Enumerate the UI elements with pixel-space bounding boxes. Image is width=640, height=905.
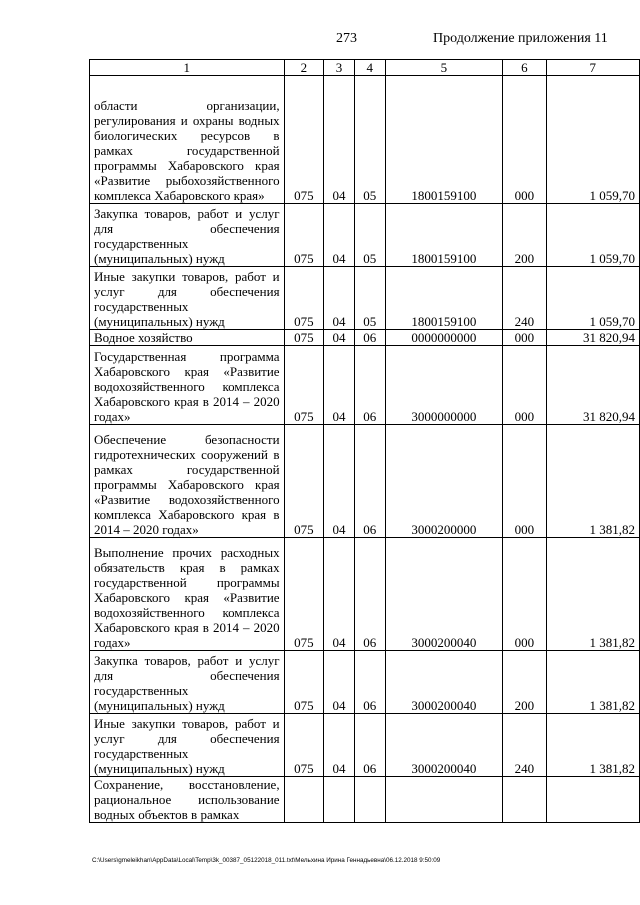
subsection-code: 06 bbox=[354, 651, 385, 714]
ministry-code: 075 bbox=[284, 330, 324, 346]
column-number: 3 bbox=[324, 60, 355, 76]
expense-type-code: 000 bbox=[503, 330, 546, 346]
target-article-code: 3000200040 bbox=[385, 714, 503, 777]
amount: 1 381,82 bbox=[546, 651, 639, 714]
subsection-code bbox=[354, 777, 385, 823]
ministry-code: 075 bbox=[284, 204, 324, 267]
subsection-code: 05 bbox=[354, 204, 385, 267]
amount: 31 820,94 bbox=[546, 330, 639, 346]
amount: 1 381,82 bbox=[546, 714, 639, 777]
target-article-code bbox=[385, 777, 503, 823]
expense-type-code: 200 bbox=[503, 651, 546, 714]
ministry-code: 075 bbox=[284, 76, 324, 204]
section-code: 04 bbox=[324, 425, 355, 538]
expense-description: Сохранение, восстановление, рациональное использование водных объектов в рамках bbox=[90, 777, 285, 823]
column-number: 6 bbox=[503, 60, 546, 76]
target-article-code: 3000200040 bbox=[385, 651, 503, 714]
subsection-code: 06 bbox=[354, 425, 385, 538]
table-row bbox=[90, 267, 640, 330]
amount: 1 381,82 bbox=[546, 425, 639, 538]
table-row bbox=[90, 538, 640, 651]
expense-description: Иные закупки товаров, работ и услуг для обеспечения государственных (муниципальных) нужд bbox=[90, 267, 285, 330]
section-code: 04 bbox=[324, 267, 355, 330]
subsection-code: 05 bbox=[354, 76, 385, 204]
expense-description: Обеспечение безопасности гидротехнических сооружений в рамках государственной программы Хабаровского края «Развитие водохозяйственного комплекса Хабаровского края в 2014 – 2020 годах» bbox=[90, 425, 285, 538]
amount: 31 820,94 bbox=[546, 346, 639, 425]
target-article-code: 3000200000 bbox=[385, 425, 503, 538]
expense-description: области организации, регулирования и охраны водных биологических ресурсов в рамках государственной программы Хабаровского края «Развитие рыбохозяйственного комплекса Хабаровского края» bbox=[90, 76, 285, 204]
subsection-code: 05 bbox=[354, 267, 385, 330]
budget-table bbox=[89, 59, 640, 823]
expense-description: Закупка товаров, работ и услуг для обеспечения государственных (муниципальных) нужд bbox=[90, 204, 285, 267]
section-code: 04 bbox=[324, 714, 355, 777]
footer-file-path: C:\Users\gmeleikhan\AppData\Local\Temp\3k_00387_05122018_011.txt\Мельхина Ирина Геннадьевна\06.12.2018 9:50:09 bbox=[92, 857, 441, 864]
amount: 1 381,82 bbox=[546, 538, 639, 651]
target-article-code: 1800159100 bbox=[385, 267, 503, 330]
expense-description: Закупка товаров, работ и услуг для обеспечения государственных (муниципальных) нужд bbox=[90, 651, 285, 714]
table-row bbox=[90, 346, 640, 425]
expense-type-code bbox=[503, 777, 546, 823]
subsection-code: 06 bbox=[354, 346, 385, 425]
expense-description: Выполнение прочих расходных обязательств края в рамках государственной программы Хабаровского края «Развитие водохозяйственного комплекса Хабаровского края в 2014 – 2020 годах» bbox=[90, 538, 285, 651]
table-row bbox=[90, 777, 640, 823]
expense-description: Водное хозяйство bbox=[90, 330, 285, 346]
expense-type-code: 240 bbox=[503, 714, 546, 777]
table-row bbox=[90, 714, 640, 777]
expense-type-code: 000 bbox=[503, 425, 546, 538]
amount: 1 059,70 bbox=[546, 76, 639, 204]
section-code: 04 bbox=[324, 346, 355, 425]
ministry-code: 075 bbox=[284, 538, 324, 651]
amount bbox=[546, 777, 639, 823]
ministry-code bbox=[284, 777, 324, 823]
amount: 1 059,70 bbox=[546, 267, 639, 330]
table-row bbox=[90, 330, 640, 346]
target-article-code: 1800159100 bbox=[385, 204, 503, 267]
column-number-row bbox=[90, 60, 640, 76]
subsection-code: 06 bbox=[354, 330, 385, 346]
expense-type-code: 240 bbox=[503, 267, 546, 330]
section-code: 04 bbox=[324, 330, 355, 346]
ministry-code: 075 bbox=[284, 425, 324, 538]
amount: 1 059,70 bbox=[546, 204, 639, 267]
appendix-continuation-note: Продолжение приложения 11 bbox=[433, 31, 608, 46]
expense-type-code: 000 bbox=[503, 346, 546, 425]
expense-description: Государственная программа Хабаровского края «Развитие водохозяйственного комплекса Хабаровского края в 2014 – 2020 годах» bbox=[90, 346, 285, 425]
target-article-code: 3000000000 bbox=[385, 346, 503, 425]
target-article-code: 3000200040 bbox=[385, 538, 503, 651]
expense-type-code: 000 bbox=[503, 538, 546, 651]
target-article-code: 1800159100 bbox=[385, 76, 503, 204]
ministry-code: 075 bbox=[284, 651, 324, 714]
ministry-code: 075 bbox=[284, 714, 324, 777]
table-row bbox=[90, 651, 640, 714]
section-code: 04 bbox=[324, 538, 355, 651]
section-code: 04 bbox=[324, 76, 355, 204]
column-number: 4 bbox=[354, 60, 385, 76]
column-number: 2 bbox=[284, 60, 324, 76]
target-article-code: 0000000000 bbox=[385, 330, 503, 346]
table-row bbox=[90, 76, 640, 204]
expense-type-code: 000 bbox=[503, 76, 546, 204]
page-number: 273 bbox=[336, 31, 357, 46]
table-row bbox=[90, 425, 640, 538]
table-row bbox=[90, 204, 640, 267]
section-code bbox=[324, 777, 355, 823]
subsection-code: 06 bbox=[354, 538, 385, 651]
expense-type-code: 200 bbox=[503, 204, 546, 267]
column-number: 5 bbox=[385, 60, 503, 76]
expense-description: Иные закупки товаров, работ и услуг для обеспечения государственных (муниципальных) нужд bbox=[90, 714, 285, 777]
column-number: 1 bbox=[90, 60, 285, 76]
section-code: 04 bbox=[324, 204, 355, 267]
ministry-code: 075 bbox=[284, 267, 324, 330]
subsection-code: 06 bbox=[354, 714, 385, 777]
section-code: 04 bbox=[324, 651, 355, 714]
ministry-code: 075 bbox=[284, 346, 324, 425]
column-number: 7 bbox=[546, 60, 639, 76]
